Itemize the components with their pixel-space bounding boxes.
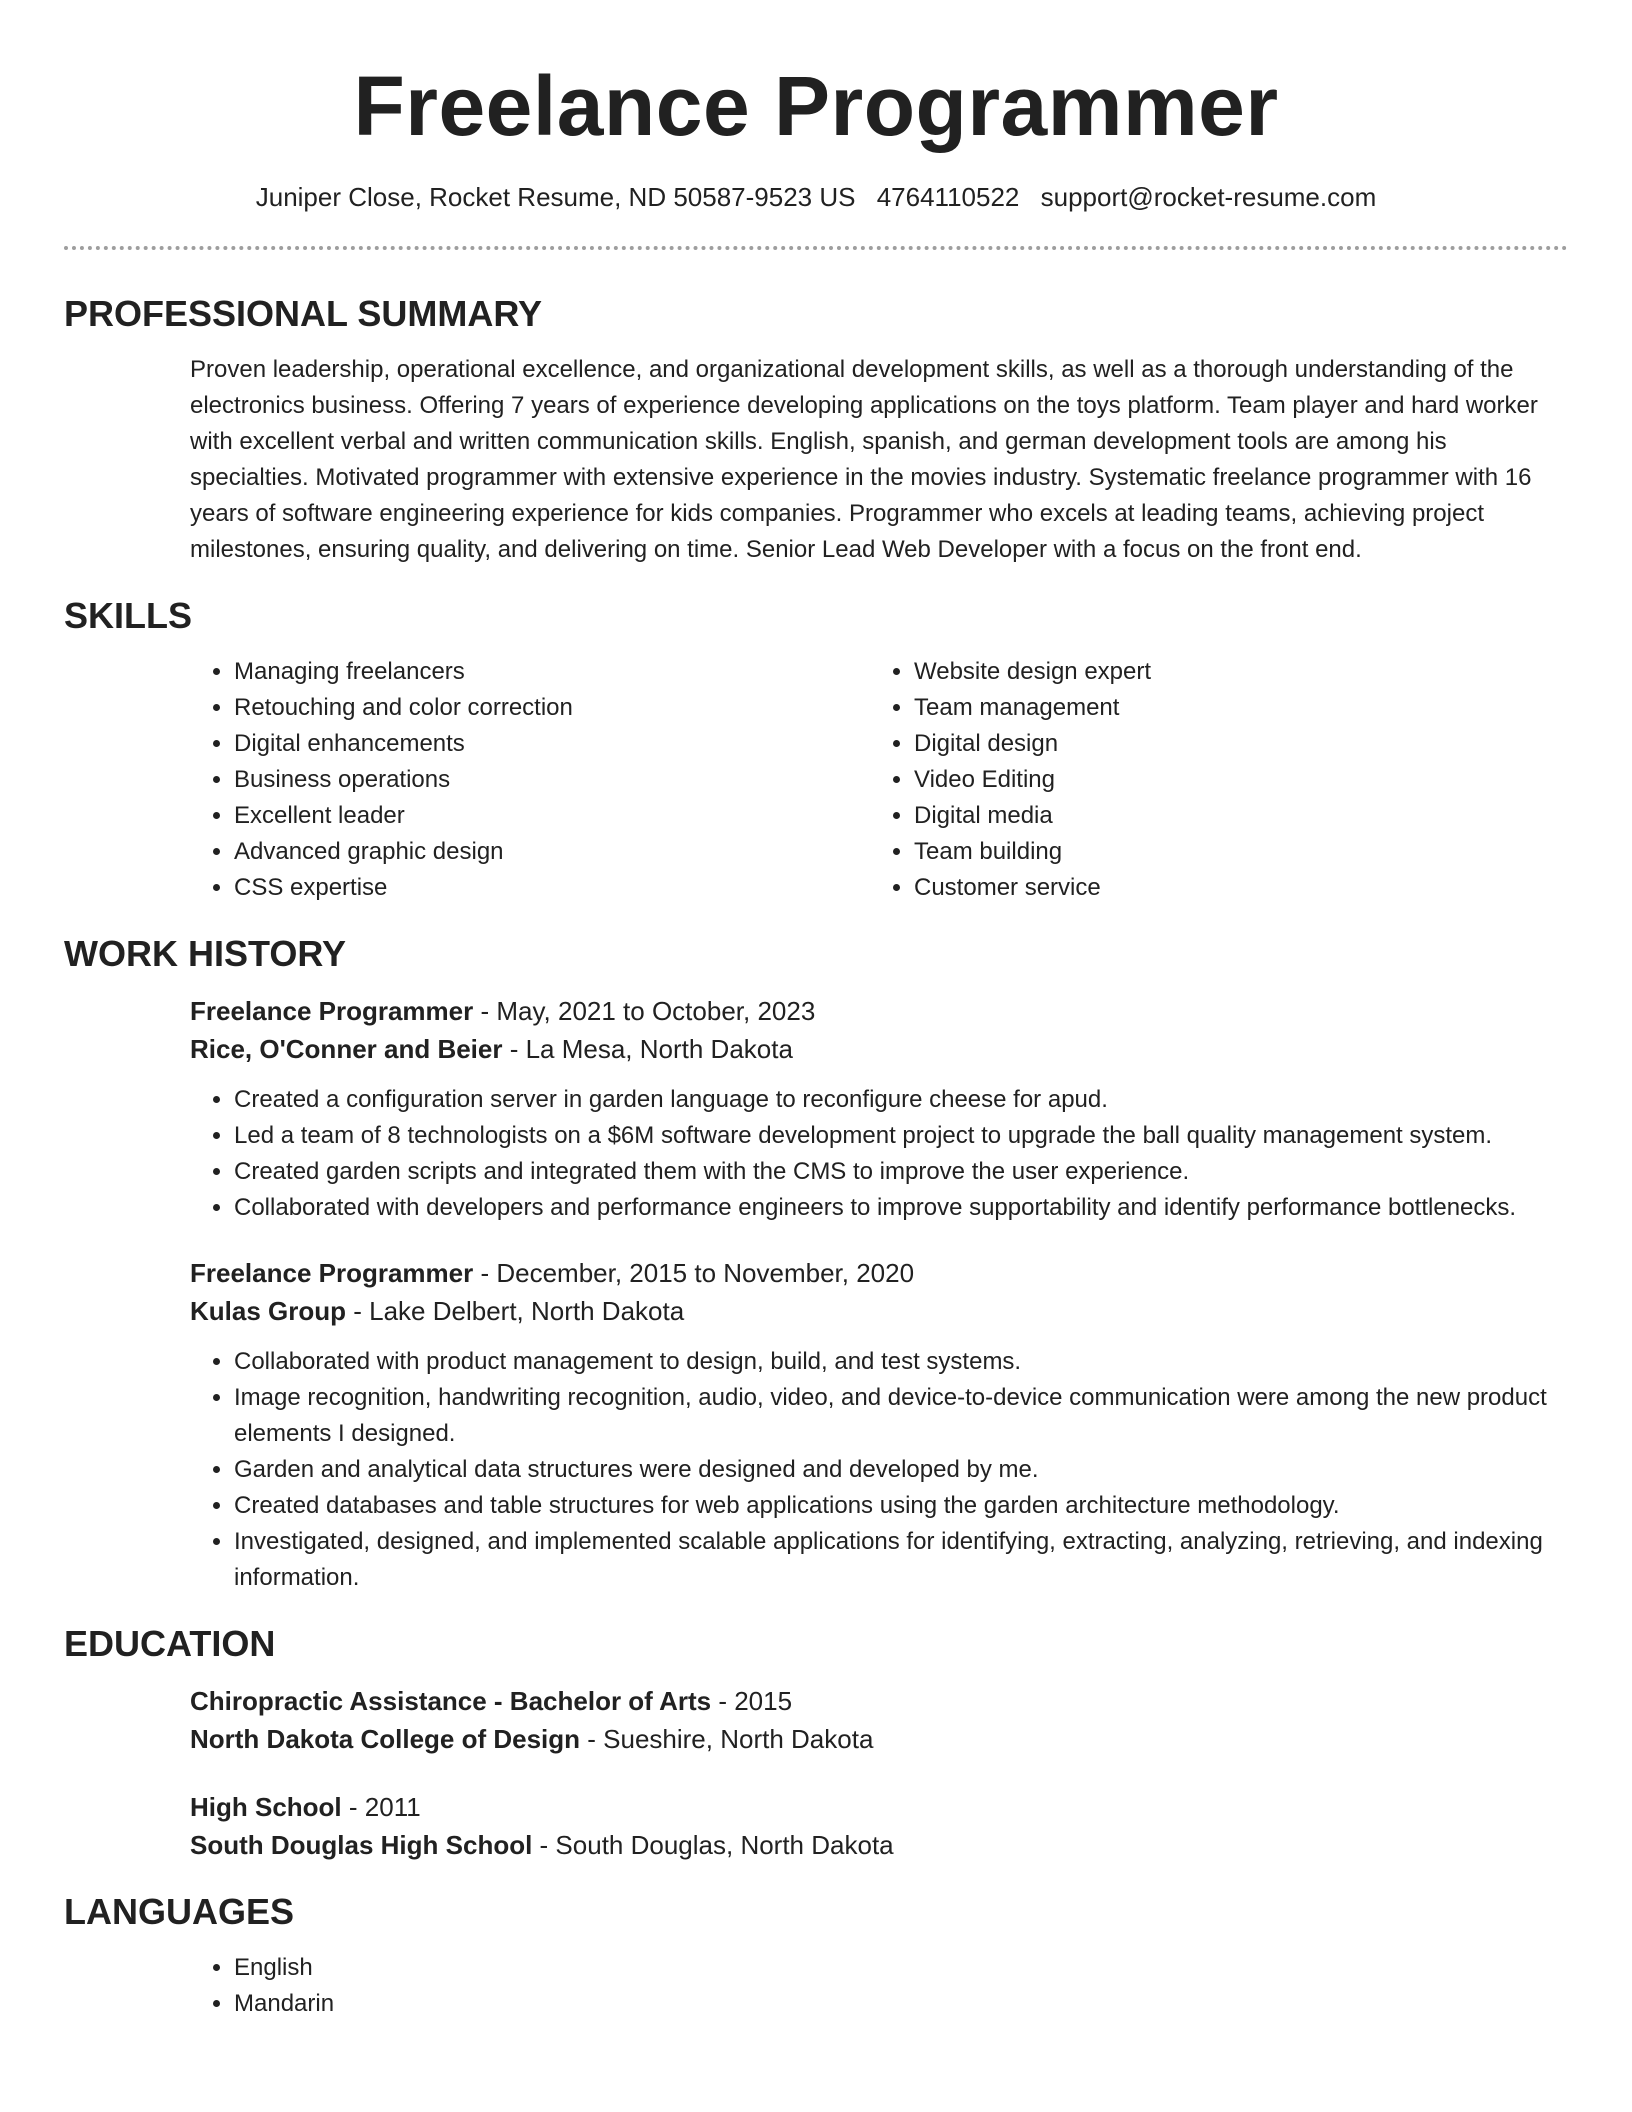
skills-section (64, 594, 1568, 906)
skill-item: • Team building (914, 834, 1550, 870)
education-degree-line (190, 1788, 1568, 1826)
education-year: - 2015 (711, 1686, 793, 1716)
skill-item: • Digital media (914, 798, 1550, 834)
job-role-line (190, 1254, 1568, 1292)
skills-col-left (190, 654, 870, 906)
work-section (64, 932, 1568, 1596)
job-entry (190, 992, 1568, 1226)
job-role-line (190, 992, 1568, 1030)
job-role: Freelance Programmer (190, 996, 474, 1026)
education-school: South Douglas High School (190, 1830, 533, 1860)
job-company-line (190, 1292, 1568, 1330)
education-school-line (190, 1826, 1568, 1864)
job-bullet: • Collaborated with developers and performance engineers to improve supportability and identify performance bottlenecks. (234, 1190, 1568, 1226)
job-bullet: • Created a configuration server in garden language to reconfigure cheese for apud. (234, 1082, 1568, 1118)
education-degree: High School (190, 1792, 342, 1822)
skill-item: • Digital design (914, 726, 1550, 762)
education-school: North Dakota College of Design (190, 1724, 581, 1754)
job-role: Freelance Programmer (190, 1258, 474, 1288)
work-title: WORK HISTORY (64, 933, 347, 974)
skill-item: • Retouching and color correction (234, 690, 870, 726)
skill-item: • Customer service (914, 870, 1550, 906)
skill-item: • Team management (914, 690, 1550, 726)
skill-item: • Business operations (234, 762, 870, 798)
education-title: EDUCATION (64, 1623, 276, 1664)
education-entry (190, 1788, 1568, 1864)
skills-title: SKILLS (64, 595, 193, 636)
language-item: • English (234, 1950, 1568, 1986)
summary-title: PROFESSIONAL SUMMARY (64, 293, 543, 334)
header-divider (64, 246, 1568, 250)
skill-item: • CSS expertise (234, 870, 870, 906)
languages-section (64, 1890, 1568, 2022)
education-year: - 2011 (341, 1792, 421, 1822)
job-company-line (190, 1030, 1568, 1068)
education-section (64, 1622, 1568, 1864)
job-bullet: • Image recognition, handwriting recognition, audio, video, and device-to-device communication were among the new product elements I designed. (234, 1380, 1568, 1452)
skills-col-right (870, 654, 1550, 906)
resume-name: Freelance Programmer (353, 59, 1279, 153)
skill-item: • Digital enhancements (234, 726, 870, 762)
language-item: • Mandarin (234, 1986, 1568, 2022)
languages-title: LANGUAGES (64, 1891, 295, 1932)
contact-address: Juniper Close, Rocket Resume, ND 50587-9523 US (255, 182, 856, 212)
job-bullet: • Created garden scripts and integrated them with the CMS to improve the user experience. (234, 1154, 1568, 1190)
skill-item: • Advanced graphic design (234, 834, 870, 870)
job-bullet: • Led a team of 8 technologists on a $6M software development project to upgrade the ball quality management system. (234, 1118, 1568, 1154)
job-location: - La Mesa, North Dakota (502, 1034, 793, 1064)
job-company: Kulas Group (190, 1296, 347, 1326)
job-dates: - May, 2021 to October, 2023 (473, 996, 816, 1026)
education-location: - South Douglas, North Dakota (532, 1830, 894, 1860)
skill-item: • Managing freelancers (234, 654, 870, 690)
job-entry (190, 1254, 1568, 1596)
summary-text: Proven leadership, operational excellence, and organizational development skills, as well as a thorough understanding of the electronics business. Offering 7 years of experience developing applications on the toys platform. Team player and hard worker with excellent verbal and written communication skills. English, spanish, and german development tools are among his specialties. Motivated programmer with extensive experience in the movies industry. Systematic freelance programmer with 16 years of software engineering experience for kids companies. Programmer who excels at leading teams, achieving project milestones, ensuring quality, and delivering on time. Senior Lead Web Developer with a focus on the front end. (190, 356, 1538, 563)
job-location: - Lake Delbert, North Dakota (346, 1296, 685, 1326)
job-bullet: • Created databases and table structures for web applications using the garden architecture methodology. (234, 1488, 1568, 1524)
education-entry (190, 1682, 1568, 1758)
skill-item: • Video Editing (914, 762, 1550, 798)
job-company: Rice, O'Conner and Beier (190, 1034, 503, 1064)
education-school-line (190, 1720, 1568, 1758)
contact-phone: 4764110522 (876, 182, 1020, 212)
education-degree: Chiropractic Assistance - Bachelor of Arts (190, 1686, 712, 1716)
skill-item: • Excellent leader (234, 798, 870, 834)
job-bullet: • Garden and analytical data structures were designed and developed by me. (234, 1452, 1568, 1488)
job-bullet: • Collaborated with product management to design, build, and test systems. (234, 1344, 1568, 1380)
resume-page (64, 0, 1568, 2022)
skill-item: • Website design expert (914, 654, 1550, 690)
job-bullet: • Investigated, designed, and implemented scalable applications for identifying, extracting, analyzing, retrieving, and indexing information. (234, 1524, 1568, 1596)
education-location: - Sueshire, North Dakota (580, 1724, 874, 1754)
contact-email: support@rocket-resume.com (1040, 182, 1377, 212)
contact-line (64, 180, 1568, 214)
education-degree-line (190, 1682, 1568, 1720)
job-dates: - December, 2015 to November, 2020 (473, 1258, 915, 1288)
summary-section (64, 292, 1568, 568)
